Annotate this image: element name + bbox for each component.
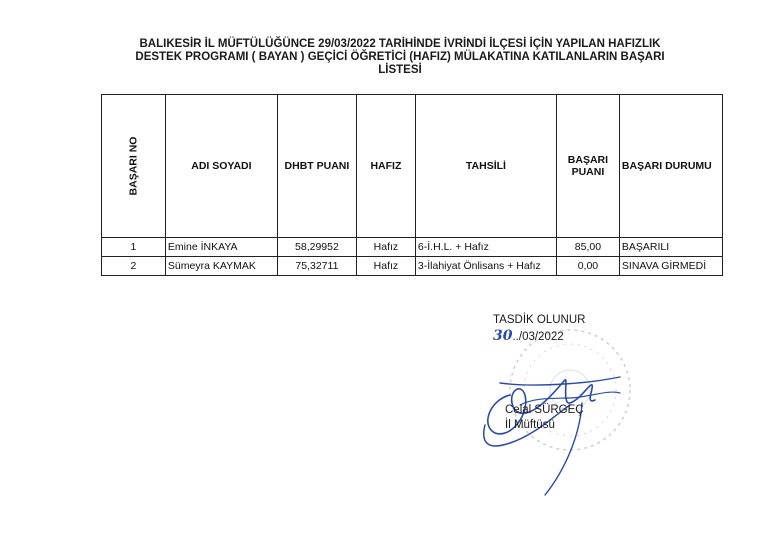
header-puan-line-1: BAŞARI xyxy=(567,154,609,166)
approval-block xyxy=(493,312,585,345)
cell-name: Emine İNKAYA xyxy=(165,238,277,257)
title-line-2: DESTEK PROGRAMI ( BAYAN ) GEÇİCİ ÖĞRETİCİ (HAFIZ) MÜLAKATINA KATILANLARIN BAŞARI xyxy=(135,51,665,63)
header-puan-line-2: PUANI xyxy=(571,166,605,178)
table-row xyxy=(102,257,723,276)
cell-tahsil: 6-İ.H.L. + Hafız xyxy=(415,238,556,257)
cell-dhbt: 58,29952 xyxy=(277,238,356,257)
cell-durum: BAŞARILI xyxy=(619,238,722,257)
document-title xyxy=(80,38,720,77)
header-puan xyxy=(556,95,619,238)
cell-puan: 0,00 xyxy=(556,257,619,276)
header-durum: BAŞARI DURUMU xyxy=(619,95,722,238)
cell-tahsil: 3-İlahiyat Önlisans + Hafız xyxy=(415,257,556,276)
cell-durum: SINAVA GİRMEDİ xyxy=(619,257,722,276)
cell-no: 2 xyxy=(102,257,166,276)
table-row xyxy=(102,238,723,257)
header-no: BAŞARI NO xyxy=(102,95,166,238)
header-hafiz: HAFIZ xyxy=(356,95,415,238)
signatory-position: İl Müftüsü xyxy=(505,419,555,431)
signatory xyxy=(505,403,584,433)
header-dhbt: DHBT PUANI xyxy=(277,95,356,238)
cell-no: 1 xyxy=(102,238,166,257)
cell-name: Sümeyra KAYMAK xyxy=(165,257,277,276)
table-header-row xyxy=(102,95,723,238)
signatory-name: Celal SÜRGEÇ xyxy=(505,404,584,416)
cell-hafiz: Hafız xyxy=(356,257,415,276)
title-line-3: LİSTESİ xyxy=(378,64,422,76)
handwritten-day: 30 xyxy=(493,328,513,344)
title-line-1: BALIKESİR İL MÜFTÜLÜĞÜNCE 29/03/2022 TARİHİNDE İVRİNDİ İLÇESİ İÇİN YAPILAN HAFIZLIK xyxy=(139,38,661,50)
header-name: ADI SOYADI xyxy=(165,95,277,238)
results-table xyxy=(101,94,723,276)
header-tahsil: TAHSİLİ xyxy=(415,95,556,238)
approval-date-rest: ../03/2022 xyxy=(512,331,564,343)
approval-date xyxy=(493,328,585,345)
cell-dhbt: 75,32711 xyxy=(277,257,356,276)
cell-puan: 85,00 xyxy=(556,238,619,257)
cell-hafiz: Hafız xyxy=(356,238,415,257)
approval-label: TASDİK OLUNUR xyxy=(493,314,586,326)
